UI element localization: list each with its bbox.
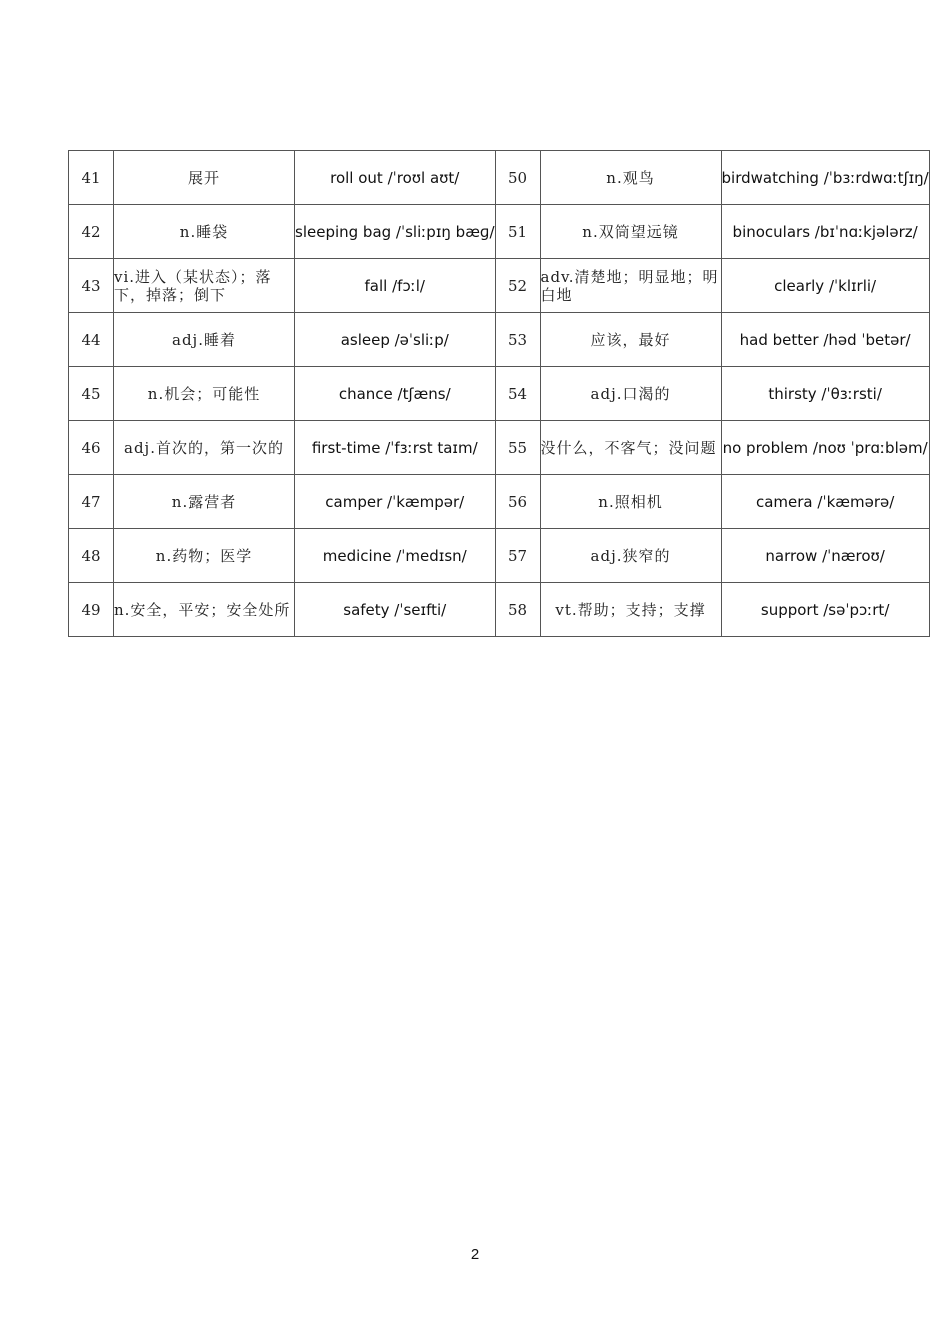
entry-number: 48 bbox=[69, 529, 114, 583]
entry-number: 52 bbox=[495, 259, 540, 313]
english-word: medicine /ˈmedɪsn/ bbox=[295, 529, 496, 583]
entry-number: 53 bbox=[495, 313, 540, 367]
english-word: first-time /ˈfɜːrst taɪm/ bbox=[295, 421, 496, 475]
chinese-meaning: n.药物；医学 bbox=[114, 529, 295, 583]
chinese-meaning: adv.清楚地；明显地；明白地 bbox=[540, 259, 721, 313]
english-word: support /səˈpɔːrt/ bbox=[721, 583, 929, 637]
table-row bbox=[69, 151, 930, 205]
english-word: fall /fɔːl/ bbox=[295, 259, 496, 313]
english-word: camper /ˈkæmpər/ bbox=[295, 475, 496, 529]
entry-number: 51 bbox=[495, 205, 540, 259]
entry-number: 56 bbox=[495, 475, 540, 529]
chinese-meaning: adj.狭窄的 bbox=[540, 529, 721, 583]
chinese-meaning: 没什么，不客气；没问题 bbox=[540, 421, 721, 475]
chinese-meaning: n.照相机 bbox=[540, 475, 721, 529]
chinese-meaning: vt.帮助；支持；支撑 bbox=[540, 583, 721, 637]
chinese-meaning: adj.口渴的 bbox=[540, 367, 721, 421]
table-row bbox=[69, 367, 930, 421]
english-word: roll out /ˈroʊl aʊt/ bbox=[295, 151, 496, 205]
chinese-meaning: n.观鸟 bbox=[540, 151, 721, 205]
english-word: safety /ˈseɪfti/ bbox=[295, 583, 496, 637]
entry-number: 49 bbox=[69, 583, 114, 637]
entry-number: 45 bbox=[69, 367, 114, 421]
page-number: 2 bbox=[470, 1246, 480, 1263]
english-word: no problem /noʊ ˈprɑːbləm/ bbox=[721, 421, 929, 475]
entry-number: 46 bbox=[69, 421, 114, 475]
chinese-meaning: vi.进入（某状态）；落下，掉落；倒下 bbox=[114, 259, 295, 313]
entry-number: 43 bbox=[69, 259, 114, 313]
entry-number: 47 bbox=[69, 475, 114, 529]
chinese-meaning: n.睡袋 bbox=[114, 205, 295, 259]
vocabulary-table bbox=[68, 150, 930, 637]
english-word: birdwatching /ˈbɜːrdwɑːtʃɪŋ/ bbox=[721, 151, 929, 205]
chinese-meaning: adj.首次的，第一次的 bbox=[114, 421, 295, 475]
english-word: thirsty /ˈθɜːrsti/ bbox=[721, 367, 929, 421]
table-row bbox=[69, 475, 930, 529]
chinese-meaning: n.机会；可能性 bbox=[114, 367, 295, 421]
chinese-meaning: n.安全，平安；安全处所 bbox=[114, 583, 295, 637]
entry-number: 55 bbox=[495, 421, 540, 475]
chinese-meaning: n.双筒望远镜 bbox=[540, 205, 721, 259]
entry-number: 42 bbox=[69, 205, 114, 259]
table-row bbox=[69, 259, 930, 313]
chinese-meaning: n.露营者 bbox=[114, 475, 295, 529]
table-row bbox=[69, 421, 930, 475]
chinese-meaning: 应该，最好 bbox=[540, 313, 721, 367]
english-word: sleeping bag /ˈsliːpɪŋ bæɡ/ bbox=[295, 205, 496, 259]
english-word: had better /həd ˈbetər/ bbox=[721, 313, 929, 367]
entry-number: 50 bbox=[495, 151, 540, 205]
entry-number: 44 bbox=[69, 313, 114, 367]
english-word: chance /tʃæns/ bbox=[295, 367, 496, 421]
chinese-meaning: adj.睡着 bbox=[114, 313, 295, 367]
english-word: binoculars /bɪˈnɑːkjələrz/ bbox=[721, 205, 929, 259]
table-row bbox=[69, 529, 930, 583]
entry-number: 54 bbox=[495, 367, 540, 421]
entry-number: 57 bbox=[495, 529, 540, 583]
table-row bbox=[69, 313, 930, 367]
english-word: camera /ˈkæmərə/ bbox=[721, 475, 929, 529]
english-word: asleep /əˈsliːp/ bbox=[295, 313, 496, 367]
table-row bbox=[69, 205, 930, 259]
table-row bbox=[69, 583, 930, 637]
entry-number: 58 bbox=[495, 583, 540, 637]
chinese-meaning: 展开 bbox=[114, 151, 295, 205]
entry-number: 41 bbox=[69, 151, 114, 205]
english-word: clearly /ˈklɪrli/ bbox=[721, 259, 929, 313]
english-word: narrow /ˈnæroʊ/ bbox=[721, 529, 929, 583]
